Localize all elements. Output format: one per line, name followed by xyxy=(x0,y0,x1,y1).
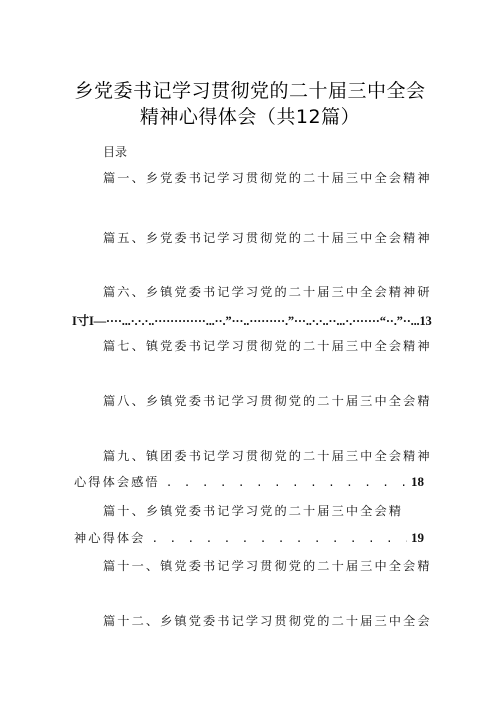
toc-entry-9[interactable]: 篇九、镇团委书记学习贯彻党的二十届三中全会精神 xyxy=(103,449,432,463)
toc-entry-6-garbled-leader: I寸I—····...·.·.·..·············...··.”···..·········.”···..·.·..··...·.·······“··.”··...13 xyxy=(72,314,432,328)
toc-entry-6[interactable]: 篇六、乡镇党委书记学习党的二十届三中全会精神研 xyxy=(103,285,432,299)
toc-entry-10-page-number: 19 xyxy=(411,530,424,545)
toc-entry-8[interactable]: 篇八、乡镇党委书记学习贯彻党的二十届三中全会精 xyxy=(103,394,432,408)
toc-entry-9-continuation[interactable] xyxy=(74,473,424,490)
toc-entry-11[interactable]: 篇十一、镇党委书记学习贯彻党的二十届三中全会精 xyxy=(103,559,432,573)
toc-entry-10-continuation-text: 神心得体会 xyxy=(74,531,146,545)
toc-entry-5[interactable]: 篇五、乡党委书记学习贯彻党的二十届三中全会精神 xyxy=(103,231,432,245)
toc-entry-7[interactable]: 篇七、镇党委书记学习贯彻党的二十届三中全会精神 xyxy=(103,339,432,353)
dot-leader xyxy=(166,476,407,489)
dot-leader xyxy=(151,532,407,545)
toc-heading: 目录 xyxy=(103,145,128,159)
toc-entry-9-continuation-text: 心得体会感悟 xyxy=(74,475,160,489)
toc-entry-12[interactable]: 篇十二、乡镇党委书记学习贯彻党的二十届三中全会 xyxy=(103,614,432,628)
document-title-line-2: 精神心得体会（共12篇） xyxy=(139,106,361,128)
toc-entry-10[interactable]: 篇十、乡镇党委书记学习党的二十届三中全会精 xyxy=(103,504,404,518)
toc-entry-1[interactable]: 篇一、乡党委书记学习贯彻党的二十届三中全会精神 xyxy=(103,171,432,185)
document-title-line-1: 乡党委书记学习贯彻党的二十届三中全会 xyxy=(74,80,426,102)
toc-entry-10-continuation[interactable] xyxy=(74,529,424,546)
toc-entry-9-page-number: 18 xyxy=(411,474,424,489)
